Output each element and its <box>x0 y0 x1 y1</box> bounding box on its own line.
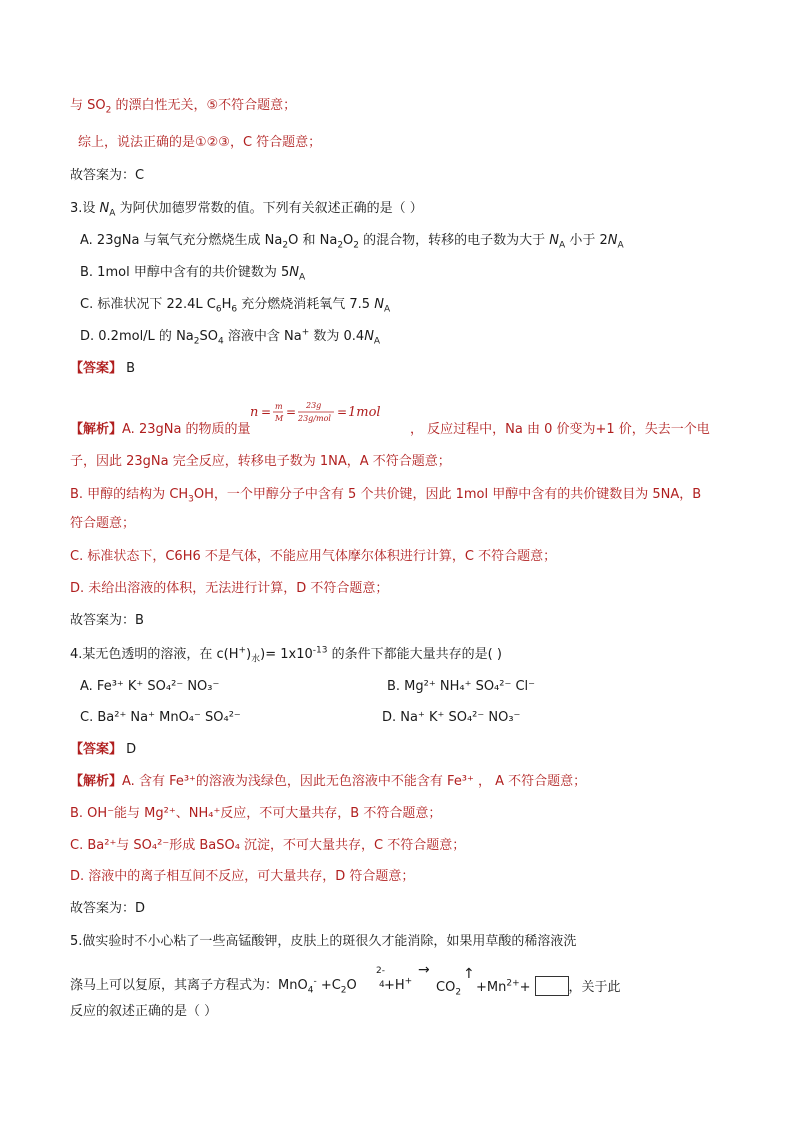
q5-explanation-tail: 与 $SO_2$ 的漂白性无关，⑤不符合题意； <box>70 98 297 116</box>
gas-up-arrow: ↑ <box>463 966 475 982</box>
q4-answer: 【答案】 D <box>70 742 137 757</box>
q4-analysis-b: B. OH⁻能与 Mg²⁺、NH₄⁺反应，不可大量共存，B 不符合题意； <box>70 806 442 821</box>
q3-analysis-a-cont: ， 反应过程中，Na 由 0 价变为+1 价，失去一个电 <box>410 422 710 437</box>
q5-stem-line2: 涤马上可以复原，其离子方程式为：$MnO_4^- +C_2O$ <box>70 976 357 996</box>
q3-option-a: A. 23gNa 与氧气充分燃烧生成 $Na_2O$ 和 $Na_2O_2$ 的混合物，转移的电子数为大于 $N_A$ 小于 $2N_A$ <box>80 233 624 251</box>
q3-analysis-a-end: 子，因此 23gNa 完全反应，转移电子数为 1NA，A 不符合题意； <box>70 454 451 469</box>
q4-option-b: B. Mg²⁺ NH₄⁺ SO₄²⁻ Cl⁻ <box>387 679 536 694</box>
q3-stem: 3.设 $N_A$ 为阿伏加德罗常数的值。下列有关叙述正确的是（ ） <box>70 201 423 219</box>
q5-stem-line3: 反应的叙述正确的是（ ） <box>70 1004 218 1019</box>
q4-stem: 4.某无色透明的溶液，在 $c(H^+)_水)= 1x10^{-13}$ 的条件下都能大量共存的是( ) <box>70 645 502 665</box>
q5-stem-line1: 5.做实验时不小心粘了一些高锰酸钾，皮肤上的斑很久才能消除，如果用草酸的稀溶液洗 <box>70 934 577 949</box>
oxalate-subscript: 4 <box>379 980 385 990</box>
q3-answer: 【答案】 B <box>70 361 136 376</box>
q5-mn: $+Mn^{2+}+$ ，关于此 <box>476 976 621 998</box>
formula-num1: m <box>275 402 283 411</box>
molar-formula <box>250 396 400 428</box>
formula-den2: 23g/mol <box>298 414 331 423</box>
formula-lhs: n <box>250 405 259 420</box>
q3-final-answer: 故答案为：B <box>70 613 144 628</box>
q3-analysis-d: D. 未给出溶液的体积，无法进行计算，D 不符合题意； <box>70 581 389 596</box>
q4-option-c: C. Ba²⁺ Na⁺ MnO₄⁻ SO₄²⁻ <box>80 710 241 725</box>
q3-analysis-a-start: 【解析】A. 23gNa 的物质的量 <box>70 422 251 437</box>
q3-option-d: D. 0.2mol/L 的 $Na_2SO_4$ 溶液中含 Na+ 数为 $0.4N_A$ <box>80 327 381 347</box>
q3-analysis-c: C. 标准状态下，C6H6 不是气体，不能应用气体摩尔体积进行计算，C 不符合题意； <box>70 549 557 564</box>
reaction-arrow: → <box>418 962 430 978</box>
q4-option-d: D. Na⁺ K⁺ SO₄²⁻ NO₃⁻ <box>382 710 521 725</box>
q5-hplus: +H+ <box>384 976 413 993</box>
formula-rhs: 1mol <box>348 405 381 420</box>
q4-option-a: A. Fe³⁺ K⁺ SO₄²⁻ NO₃⁻ <box>80 679 220 694</box>
formula-num2: 23g <box>306 401 322 410</box>
summary-line: 综上，说法正确的是①②③，C 符合题意； <box>78 135 322 150</box>
q3-analysis-b: B. 甲醇的结构为 $CH_3OH$，一个甲醇分子中含有 5 个共价键，因此 1mol 甲醇中含有的共价键数目为 5NA，B <box>70 487 702 505</box>
q4-analysis-a: 【解析】A. 含有 Fe³⁺的溶液为浅绿色，因此无色溶液中不能含有 Fe³⁺ ， A 不符合题意； <box>70 774 587 789</box>
formula-eq1: = <box>261 405 272 419</box>
formula-eq2: = <box>286 405 297 419</box>
answer-blank-box[interactable] <box>535 976 569 996</box>
q4-analysis-d: D. 溶液中的离子相互间不反应，可大量共存，D 符合题意； <box>70 869 415 884</box>
q3-option-c: C. 标准状况下 22.4L $C_6H_6$ 充分燃烧消耗氧气 7.5 $N_A$ <box>80 297 391 315</box>
q3-analysis-b-end: 符合题意； <box>70 516 136 531</box>
formula-eq3: = <box>337 405 348 419</box>
q3-option-b: B. 1mol 甲醇中含有的共价键数为 $5N_A$ <box>80 265 306 283</box>
answer-line-prev: 故答案为：C <box>70 168 145 183</box>
q4-final-answer: 故答案为：D <box>70 901 146 916</box>
q4-analysis-c: C. Ba²⁺与 SO₄²⁻形成 BaSO₄ 沉淀，不可大量共存，C 不符合题意； <box>70 838 466 853</box>
q5-co2: $CO_2$ <box>436 980 462 998</box>
formula-den1: M <box>275 414 284 423</box>
oxalate-charge: 2- <box>376 966 385 976</box>
